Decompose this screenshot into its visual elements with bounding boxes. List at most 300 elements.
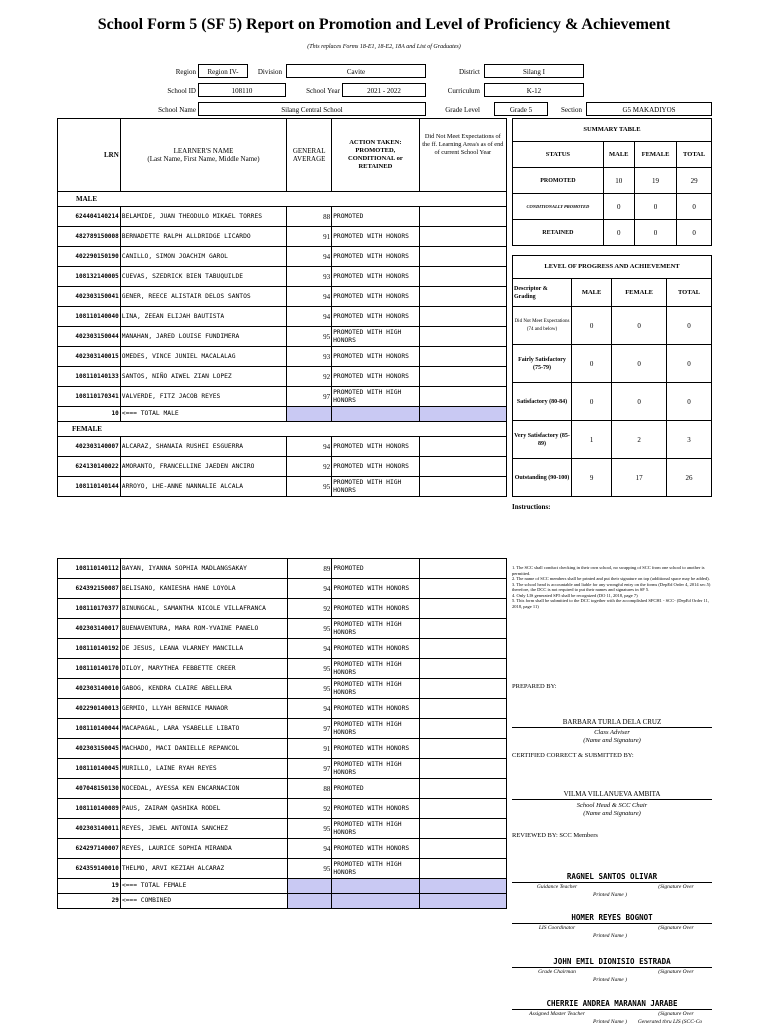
scc-printed-label: Printed Name )	[593, 933, 627, 939]
learner-row	[58, 779, 507, 799]
summary-row	[513, 194, 712, 220]
learner-average: 97	[287, 719, 332, 739]
learner-name: MURILLO, LAINE RYAH REYES	[120, 759, 287, 779]
combined-action	[332, 894, 419, 909]
dnm-header: Did Not Meet Expectations of the ff. Learning Area/s as of end of current School Year	[419, 119, 506, 192]
summary-title: SUMMARY TABLE	[513, 119, 712, 142]
learner-row	[58, 819, 507, 839]
learner-average: 89	[287, 559, 332, 579]
learner-row	[58, 719, 507, 739]
learner-action: PROMOTED	[332, 559, 419, 579]
learner-lrn: 108110140112	[58, 559, 121, 579]
learner-action: PROMOTED WITH HONORS	[332, 457, 420, 477]
learner-dnm	[419, 819, 506, 839]
learner-action: PROMOTED	[332, 207, 420, 227]
section-field: G5 MAKADIYOS	[586, 102, 712, 116]
learner-row	[58, 679, 507, 699]
learner-action: PROMOTED WITH HONORS	[332, 247, 420, 267]
learner-dnm	[419, 679, 506, 699]
action-header: ACTION TAKEN: PROMOTED, CONDITIONAL or RETAINED	[332, 119, 420, 192]
learner-lrn: 108132140005	[58, 267, 121, 287]
female-section-label: FEMALE	[58, 422, 507, 437]
learner-name: MACAPAGAL, LARA YSABELLE LIBATO	[120, 719, 287, 739]
learner-dnm	[419, 639, 506, 659]
adviser-name: BARBARA TURLA DELA CRUZ	[562, 718, 662, 726]
learner-action: PROMOTED WITH HONORS	[332, 367, 420, 387]
total-female-row	[58, 879, 507, 894]
region-field: Region IV-	[198, 64, 248, 78]
reviewed-label: REVIEWED BY: SCC Members	[512, 832, 598, 839]
learner-row	[58, 437, 507, 457]
learner-lrn: 402303140017	[58, 619, 121, 639]
combined-row	[58, 894, 507, 909]
learner-action: PROMOTED WITH HIGH HONORS	[332, 679, 419, 699]
learner-name: LINA, ZEEAN ELIJAH BAUTISTA	[120, 307, 286, 327]
learner-name: REYES, JEWEL ANTONIA SANCHEZ	[120, 819, 287, 839]
learner-dnm	[419, 799, 506, 819]
learner-lrn: 624404140214	[58, 207, 121, 227]
summary-row	[513, 168, 712, 194]
district-label: District	[459, 68, 480, 76]
learner-name: BAYAN, IYANNA SOPHIA MADLANGSAKAY	[120, 559, 287, 579]
scc-role: LIS Coordinator	[538, 925, 576, 931]
school-year-label: School Year	[306, 87, 340, 95]
learner-average: 95	[287, 679, 332, 699]
head-name: VILMA VILLANUEVA AMBITA	[563, 790, 661, 798]
curriculum-field: K-12	[484, 83, 584, 97]
learner-row	[58, 599, 507, 619]
learner-dnm	[419, 759, 506, 779]
scc-sig-label: (Signature Over	[658, 969, 694, 975]
learner-average: 94	[287, 639, 332, 659]
learner-dnm	[419, 839, 506, 859]
learner-row	[58, 639, 507, 659]
scc-name: HOMER REYES BOGNOT	[571, 913, 653, 922]
learner-action: PROMOTED WITH HIGH HONORS	[332, 759, 419, 779]
progress-row	[513, 345, 712, 383]
progress-value: 17	[612, 459, 667, 497]
scc-role: Grade Chairman	[538, 969, 576, 975]
learner-row	[58, 839, 507, 859]
learner-average: 94	[287, 247, 332, 267]
learner-dnm	[419, 437, 506, 457]
progress-value: 0	[572, 345, 612, 383]
summary-value: 0	[603, 220, 634, 246]
adviser-sub: (Name and Signature)	[583, 737, 641, 744]
scc-printed-label: Printed Name )	[593, 977, 627, 983]
learner-action: PROMOTED WITH HONORS	[332, 227, 420, 247]
school-id-label: School ID	[167, 87, 196, 95]
learner-average: 92	[287, 799, 332, 819]
learner-lrn: 402303140010	[58, 679, 121, 699]
learner-dnm	[419, 477, 506, 497]
learner-name: SANTOS, NIÑO AIWEL ZIAN LOPEZ	[120, 367, 286, 387]
progress-header-total: TOTAL	[667, 279, 712, 307]
learner-lrn: 402290140013	[58, 699, 121, 719]
learner-action: PROMOTED WITH HONORS	[332, 267, 420, 287]
learner-lrn: 402303140011	[58, 819, 121, 839]
learner-name: DE JESUS, LEANA VLARNEY MANCILLA	[120, 639, 287, 659]
learner-action: PROMOTED WITH HONORS	[332, 347, 420, 367]
learner-average: 95	[287, 819, 332, 839]
summary-header-male: MALE	[603, 142, 634, 168]
progress-header-descriptor: Descriptor & Grading	[513, 279, 572, 307]
scc-line	[512, 882, 712, 883]
scc-line	[512, 1009, 712, 1010]
summary-value: 0	[634, 220, 676, 246]
learner-dnm	[419, 659, 506, 679]
learner-row	[58, 759, 507, 779]
learner-name: REYES, LAURICE SOPHIA MIRANDA	[120, 839, 287, 859]
learner-action: PROMOTED WITH HONORS	[332, 307, 420, 327]
learner-dnm	[419, 307, 506, 327]
learner-average: 88	[287, 779, 332, 799]
progress-value: 1	[572, 421, 612, 459]
progress-descriptor: Fairly Satisfactory (75-79)	[513, 345, 572, 383]
summary-value: 0	[677, 194, 712, 220]
learner-name: MANAHAN, JARED LOUISE FUNDIMERA	[120, 327, 286, 347]
avg-header: GENERAL AVERAGE	[287, 119, 332, 192]
learner-average: 97	[287, 387, 332, 407]
summary-header-status: STATUS	[513, 142, 604, 168]
total-female-action	[332, 879, 419, 894]
learner-name: OMEDES, VINCE JUNIEL MACALALAG	[120, 347, 286, 367]
learner-name: GABOG, KENDRA CLAIRE ABELLERA	[120, 679, 287, 699]
head-role: School Head & SCC Chair	[576, 802, 648, 809]
learner-action: PROMOTED WITH HIGH HONORS	[332, 477, 420, 497]
certified-label: CERTIFIED CORRECT & SUBMITTED BY:	[512, 752, 634, 759]
learner-dnm	[419, 287, 506, 307]
prepared-by-label: PREPARED BY:	[512, 683, 557, 690]
division-field: Cavite	[286, 64, 426, 78]
learner-name: GENER, REECE ALISTAIR DELOS SANTOS	[120, 287, 286, 307]
learner-average: 92	[287, 457, 332, 477]
summary-value: 0	[634, 194, 676, 220]
progress-row	[513, 383, 712, 421]
learner-average: 97	[287, 759, 332, 779]
progress-value: 26	[667, 459, 712, 497]
name-header	[120, 119, 286, 192]
learner-lrn: 108110140133	[58, 367, 121, 387]
learner-row	[58, 287, 507, 307]
scc-printed-label: Printed Name )	[593, 892, 627, 898]
head-line	[512, 799, 712, 800]
summary-value: 10	[603, 168, 634, 194]
learner-name: BERNADETTE RALPH ALLDRIDGE LICARDO	[120, 227, 286, 247]
instruction-note: 5. This form shall be submitted to the DCC together with the accomplished SFCH1 - SCC- (DepEd Order 11, 2018, page 11)	[512, 598, 709, 609]
adviser-role: Class Adviser	[594, 729, 630, 736]
learners-table-page1	[57, 118, 507, 497]
learner-average: 91	[287, 227, 332, 247]
learner-action: PROMOTED WITH HONORS	[332, 639, 419, 659]
learner-action: PROMOTED WITH HIGH HONORS	[332, 719, 419, 739]
learner-dnm	[419, 739, 506, 759]
learner-row	[58, 457, 507, 477]
summary-value: 29	[677, 168, 712, 194]
learner-dnm	[419, 699, 506, 719]
learner-dnm	[419, 387, 506, 407]
learner-lrn: 108110140044	[58, 719, 121, 739]
division-label: Division	[257, 68, 282, 76]
scc-name: CHERRIE ANDREA MARANAN JARABE	[546, 999, 678, 1008]
learner-dnm	[419, 457, 506, 477]
learner-row	[58, 559, 507, 579]
summary-header-female: FEMALE	[634, 142, 676, 168]
learner-dnm	[419, 347, 506, 367]
learner-action: PROMOTED	[332, 779, 419, 799]
progress-table	[512, 255, 712, 497]
learner-average: 94	[287, 699, 332, 719]
learner-lrn: 482789150008	[58, 227, 121, 247]
progress-row	[513, 421, 712, 459]
learner-row	[58, 699, 507, 719]
learner-row	[58, 659, 507, 679]
adviser-line	[512, 727, 712, 728]
learner-average: 93	[287, 347, 332, 367]
learner-average: 94	[287, 839, 332, 859]
learner-row	[58, 739, 507, 759]
learner-name: THELMO, ARVI KEZIAH ALCARAZ	[120, 859, 287, 879]
grade-level-field: Grade 5	[494, 102, 548, 116]
school-year-field: 2021 - 2022	[342, 83, 426, 97]
progress-descriptor: Satisfactory (80-84)	[513, 383, 572, 421]
learner-name: BELISANO, KANIESHA HANE LOYOLA	[120, 579, 287, 599]
learners-table-page2	[57, 558, 507, 909]
learner-dnm	[419, 267, 506, 287]
progress-row	[513, 307, 712, 345]
grade-level-label: Grade Level	[445, 106, 480, 114]
summary-row	[513, 220, 712, 246]
learner-name: BELAMIDE, JUAN THEODULO MIKAEL TORRES	[120, 207, 286, 227]
learner-name: CUEVAS, SZEDRICK BIEN TABUQUILDE	[120, 267, 286, 287]
learner-row	[58, 859, 507, 879]
progress-value: 0	[667, 383, 712, 421]
learner-row	[58, 347, 507, 367]
learner-row	[58, 387, 507, 407]
instructions-label: Instructions:	[512, 503, 551, 511]
learner-dnm	[419, 247, 506, 267]
learner-name: ALCARAZ, SHANAIA RUSHEI ESGUERRA	[120, 437, 286, 457]
learner-action: PROMOTED WITH HONORS	[332, 699, 419, 719]
total-male-label: <=== TOTAL MALE	[120, 407, 286, 422]
progress-value: 0	[612, 345, 667, 383]
school-name-field: Silang Central School	[198, 102, 426, 116]
progress-value: 3	[667, 421, 712, 459]
summary-header-total: TOTAL	[677, 142, 712, 168]
progress-value: 9	[572, 459, 612, 497]
learner-average: 93	[287, 267, 332, 287]
learner-average: 94	[287, 287, 332, 307]
learner-action: PROMOTED WITH HIGH HONORS	[332, 859, 419, 879]
combined-count: 29	[58, 894, 121, 909]
name-header-sub: (Last Name, First Name, Middle Name)	[147, 155, 260, 163]
learner-action: PROMOTED WITH HONORS	[332, 839, 419, 859]
summary-status: RETAINED	[513, 220, 604, 246]
learner-average: 91	[287, 739, 332, 759]
learner-lrn: 624130140022	[58, 457, 121, 477]
progress-title: LEVEL OF PROGRESS AND ACHIEVEMENT	[513, 256, 712, 279]
scc-sig-label: (Signature Over	[658, 1011, 694, 1017]
learner-lrn: 402303150045	[58, 739, 121, 759]
learner-dnm	[419, 559, 506, 579]
combined-label: <=== COMBINED	[120, 894, 287, 909]
summary-value: 0	[677, 220, 712, 246]
combined-avg	[287, 894, 332, 909]
scc-sig-label: (Signature Over	[658, 884, 694, 890]
learner-lrn: 108110140089	[58, 799, 121, 819]
progress-descriptor: Very Satisfactory (85-89)	[513, 421, 572, 459]
learner-row	[58, 327, 507, 347]
learner-row	[58, 579, 507, 599]
scc-line	[512, 967, 712, 968]
learner-action: PROMOTED WITH HONORS	[332, 739, 419, 759]
learner-lrn: 108110140144	[58, 477, 121, 497]
total-male-avg	[287, 407, 332, 422]
learner-lrn: 108110140170	[58, 659, 121, 679]
generated-note: Generated thru LIS (SCC-Co	[637, 1019, 703, 1025]
learner-dnm	[419, 367, 506, 387]
learner-name: VALVERDE, FITZ JACOB REYES	[120, 387, 286, 407]
school-id-field: 108110	[198, 83, 286, 97]
learner-name: GERMIO, LLYAH BERNICE MANAOR	[120, 699, 287, 719]
learner-lrn: 402303140007	[58, 437, 121, 457]
learner-average: 95	[287, 659, 332, 679]
progress-value: 0	[572, 383, 612, 421]
learner-average: 92	[287, 599, 332, 619]
total-female-label: <=== TOTAL FEMALE	[120, 879, 287, 894]
learner-row	[58, 247, 507, 267]
learner-action: PROMOTED WITH HONORS	[332, 579, 419, 599]
learner-action: PROMOTED WITH HIGH HONORS	[332, 659, 419, 679]
learner-dnm	[419, 579, 506, 599]
instruction-note: 1. The SCC shall conduct checking in their own school, no swapping of SCC from one school to another is permitted.	[512, 565, 705, 576]
progress-value: 0	[667, 307, 712, 345]
scc-sig-label: (Signature Over	[658, 925, 694, 931]
scc-role: Guidance Teacher	[536, 884, 578, 890]
page-title: School Form 5 (SF 5) Report on Promotion and Level of Proficiency & Achievement	[97, 16, 671, 33]
scc-name: JOHN EMIL DIONISIO ESTRADA	[553, 957, 671, 966]
district-field: Silang I	[484, 64, 584, 78]
learner-lrn: 407048150130	[58, 779, 121, 799]
learner-name: ARROYO, LHE-ANNE NANNALIE ALCALA	[120, 477, 286, 497]
learner-lrn: 402290150190	[58, 247, 121, 267]
learner-row	[58, 799, 507, 819]
learner-average: 95	[287, 477, 332, 497]
learner-average: 95	[287, 619, 332, 639]
learner-action: PROMOTED WITH HONORS	[332, 437, 420, 457]
learner-action: PROMOTED WITH HIGH HONORS	[332, 819, 419, 839]
learner-lrn: 402303140015	[58, 347, 121, 367]
learner-name: BINUNGCAL, SAMANTHA NICOLE VILLAFRANCA	[120, 599, 287, 619]
learner-lrn: 402303150041	[58, 287, 121, 307]
learner-lrn: 624392150087	[58, 579, 121, 599]
learner-row	[58, 207, 507, 227]
learner-dnm	[419, 779, 506, 799]
scc-name: RAGNEL SANTOS OLIVAR	[566, 872, 658, 881]
instruction-note: 4. Only LIS generated SF5 shall be recognized (DO 11, 2018, page 7)	[512, 592, 638, 598]
learner-lrn: 108110170377	[58, 599, 121, 619]
name-header-title: LEARNER'S NAME	[173, 147, 234, 155]
school-name-label: School Name	[158, 106, 196, 114]
progress-descriptor: Outstanding (90-100)	[513, 459, 572, 497]
summary-status: CONDITIONALLY PROMOTED	[513, 194, 604, 220]
progress-header-male: MALE	[572, 279, 612, 307]
progress-header-female: FEMALE	[612, 279, 667, 307]
section-label: Section	[561, 106, 582, 114]
male-section-label: MALE	[58, 192, 507, 207]
total-female-avg	[287, 879, 332, 894]
progress-value: 0	[612, 383, 667, 421]
learner-average: 92	[287, 367, 332, 387]
learner-lrn: 402303150044	[58, 327, 121, 347]
learner-dnm	[419, 719, 506, 739]
learner-dnm	[419, 599, 506, 619]
learner-dnm	[419, 859, 506, 879]
learner-lrn: 108110170341	[58, 387, 121, 407]
learner-name: CANILLO, SIMON JOACHIM GAROL	[120, 247, 286, 267]
scc-printed-label: Printed Name )	[593, 1019, 627, 1025]
learner-name: DILOY, MARYTHEA FEBBETTE CREER	[120, 659, 287, 679]
total-male-count: 10	[58, 407, 121, 422]
scc-line	[512, 923, 712, 924]
learner-lrn: 108110140045	[58, 759, 121, 779]
total-female-dnm	[419, 879, 506, 894]
progress-value: 2	[612, 421, 667, 459]
learner-action: PROMOTED WITH HONORS	[332, 287, 420, 307]
page-subtitle: (This replaces Forms 18-E1, 18-E2, 18A and List of Graduates)	[307, 44, 461, 50]
instructions-notes	[512, 565, 712, 609]
learner-action: PROMOTED WITH HONORS	[332, 799, 419, 819]
summary-value: 0	[603, 194, 634, 220]
learner-average: 88	[287, 207, 332, 227]
head-sub: (Name and Signature)	[583, 810, 641, 817]
summary-status: PROMOTED	[513, 168, 604, 194]
learner-average: 94	[287, 437, 332, 457]
learner-row	[58, 619, 507, 639]
learner-action: PROMOTED WITH HIGH HONORS	[332, 619, 419, 639]
learner-row	[58, 367, 507, 387]
total-male-dnm	[419, 407, 506, 422]
progress-value: 0	[612, 307, 667, 345]
learner-row	[58, 307, 507, 327]
learner-name: AMORANTO, FRANCELLINE JAEDEN ANCIRO	[120, 457, 286, 477]
learner-average: 95	[287, 327, 332, 347]
summary-value: 19	[634, 168, 676, 194]
learner-name: BUENAVENTURA, MARA ROM-YVAINE PANELO	[120, 619, 287, 639]
learner-row	[58, 227, 507, 247]
learner-action: PROMOTED WITH HIGH HONORS	[332, 327, 420, 347]
progress-value: 0	[572, 307, 612, 345]
summary-table	[512, 118, 712, 246]
learner-average: 94	[287, 579, 332, 599]
progress-value: 0	[667, 345, 712, 383]
learner-lrn: 108110140192	[58, 639, 121, 659]
learner-action: PROMOTED WITH HIGH HONORS	[332, 387, 420, 407]
learner-name: PAUS, ZAIRAM QASHIKA RODEL	[120, 799, 287, 819]
learner-lrn: 624359140010	[58, 859, 121, 879]
total-female-count: 19	[58, 879, 121, 894]
region-label: Region	[175, 68, 196, 76]
learner-lrn: 108110140040	[58, 307, 121, 327]
combined-dnm	[419, 894, 506, 909]
instruction-note: 3. The school head is accountable and liable for any wrongful entry on the forms (DepEd Order 4, 2014 sec.5) therefore, the DCC is not required to put their names and signatures in SF 5.	[512, 581, 711, 592]
learner-row	[58, 477, 507, 497]
lrn-header: LRN	[58, 119, 121, 192]
progress-descriptor: Did Not Meet Expectations (74 and below)	[513, 307, 572, 345]
total-male-row	[58, 407, 507, 422]
curriculum-label: Curriculum	[447, 87, 480, 95]
learner-action: PROMOTED WITH HONORS	[332, 599, 419, 619]
